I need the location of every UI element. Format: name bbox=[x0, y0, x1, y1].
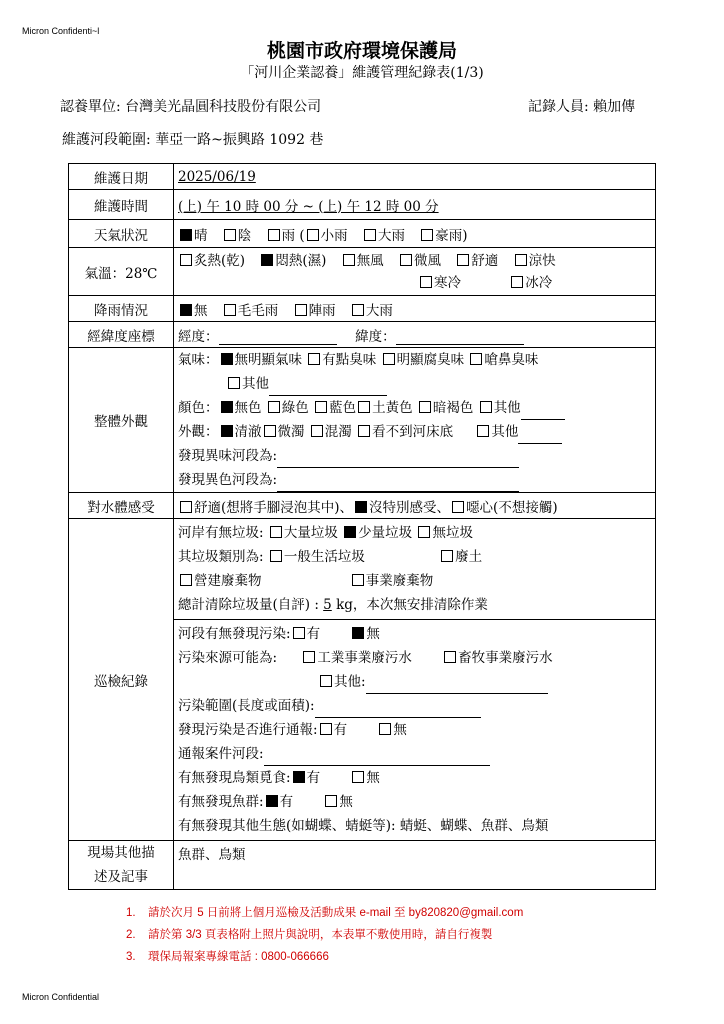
checkbox-fish-yes[interactable] bbox=[266, 795, 278, 807]
checkbox-feeling-neutral[interactable] bbox=[355, 501, 367, 513]
weather-light-rain-label: 小雨 bbox=[320, 227, 348, 244]
odor5-label: 其他 bbox=[242, 376, 269, 392]
checkbox-temp-cold[interactable] bbox=[420, 276, 432, 288]
look-other-field[interactable] bbox=[518, 427, 562, 444]
color5-label: 暗褐色 bbox=[432, 400, 474, 416]
garbage2-label: 少量垃圾 bbox=[358, 525, 413, 541]
temp-opt7-label: 寒冷 bbox=[434, 274, 461, 291]
source2-label: 畜牧事業廢污水 bbox=[458, 650, 553, 666]
checkbox-color-none[interactable] bbox=[221, 401, 233, 413]
look-label: 外觀： bbox=[178, 424, 219, 440]
feeling2-label: 沒特別感受、 bbox=[369, 499, 451, 516]
temp-opt6-label: 涼快 bbox=[528, 252, 556, 269]
amount-label: 總計清除垃圾量(自評) : bbox=[178, 597, 319, 613]
coords-label: 經緯度座標 bbox=[69, 322, 174, 348]
odor-section-field[interactable] bbox=[277, 451, 519, 468]
checkbox-feeling-comfortable[interactable] bbox=[180, 501, 192, 513]
garbage-question: 河岸有無垃圾: bbox=[178, 525, 264, 541]
checkbox-temp-cool[interactable] bbox=[515, 254, 527, 266]
checkbox-light-rain[interactable] bbox=[307, 229, 319, 241]
checkbox-drizzle[interactable] bbox=[224, 304, 236, 316]
page-title: 桃園市政府環境保護局 bbox=[266, 40, 457, 62]
odor-label: 氣味： bbox=[178, 352, 219, 368]
weather-options bbox=[174, 220, 656, 248]
checkbox-report-yes[interactable] bbox=[320, 723, 332, 735]
odor-other-field[interactable] bbox=[269, 379, 387, 396]
checkbox-garbage-little[interactable] bbox=[344, 526, 356, 538]
checkbox-sunny[interactable] bbox=[180, 229, 192, 241]
weather-storm-label: 豪雨) bbox=[435, 227, 468, 244]
temp-opt1-label: 炙熱(乾) bbox=[194, 252, 246, 269]
note-text: 環保局報案專線電話 : 0800-066666 bbox=[148, 951, 329, 963]
rain-shower-label: 陣雨 bbox=[308, 302, 336, 319]
checkbox-look-other[interactable] bbox=[477, 425, 489, 437]
temp-opt2-label: 悶熱(濕) bbox=[275, 252, 327, 269]
record-table bbox=[68, 163, 656, 890]
adopter-info bbox=[60, 96, 321, 116]
checkbox-temp-humid[interactable] bbox=[261, 254, 273, 266]
checkbox-odor-slight[interactable] bbox=[308, 353, 320, 365]
amount-suffix: kg，本次無安排清除作業 bbox=[336, 597, 488, 613]
checkbox-color-other[interactable] bbox=[480, 401, 492, 413]
checkbox-odor-pungent[interactable] bbox=[470, 353, 482, 365]
checkbox-rain-none[interactable] bbox=[180, 304, 192, 316]
source-other-field[interactable] bbox=[366, 677, 548, 694]
rainfall-label: 降雨情況 bbox=[69, 296, 174, 322]
weather-label: 天氣狀況 bbox=[69, 220, 174, 248]
longitude-field[interactable] bbox=[219, 328, 337, 345]
adopter-label: 認養單位: bbox=[60, 99, 121, 115]
scope-field[interactable] bbox=[315, 701, 481, 718]
note-text: 請於次月 5 日前將上個月巡檢及活動成果 e-mail 至 by820820@gmail.com bbox=[148, 907, 524, 919]
note-item bbox=[126, 946, 523, 968]
odor4-label: 嗆鼻臭味 bbox=[484, 352, 539, 368]
feeling-label: 對水體感受 bbox=[69, 493, 174, 519]
checkbox-look-slight[interactable] bbox=[264, 425, 276, 437]
type2-label: 廢土 bbox=[455, 549, 483, 565]
rain-heavy-label: 大雨 bbox=[365, 302, 393, 319]
checkbox-storm[interactable] bbox=[421, 229, 433, 241]
checkbox-temp-breeze[interactable] bbox=[400, 254, 412, 266]
checkbox-fish-no[interactable] bbox=[325, 795, 337, 807]
remarks-value: 魚群、鳥類 bbox=[174, 841, 656, 890]
look3-label: 混濁 bbox=[324, 424, 352, 440]
remarks-label: 現場其他描述及記事 bbox=[69, 841, 174, 890]
bird-question: 有無發現鳥類覓食: bbox=[178, 770, 291, 786]
color-label: 顏色： bbox=[178, 400, 219, 416]
river-range bbox=[62, 129, 323, 149]
report-no-label: 無 bbox=[393, 722, 407, 738]
checkbox-type-soil[interactable] bbox=[441, 550, 453, 562]
checkbox-temp-comfortable[interactable] bbox=[457, 254, 469, 266]
checkbox-look-clear[interactable] bbox=[221, 425, 233, 437]
note-item bbox=[126, 902, 523, 924]
garbage-type-question: 其垃圾類別為: bbox=[178, 549, 264, 565]
odor1-label: 無明顯氣味 bbox=[234, 352, 302, 368]
source1-label: 工業事業廢污水 bbox=[317, 650, 412, 666]
type4-label: 事業廢棄物 bbox=[365, 573, 434, 589]
odor3-label: 明顯腐臭味 bbox=[396, 352, 465, 368]
confidential-footer: Micron Confidential bbox=[22, 992, 100, 1002]
checkbox-shower[interactable] bbox=[295, 304, 307, 316]
rainfall-options bbox=[174, 296, 656, 322]
checkbox-odor-none[interactable] bbox=[221, 353, 233, 365]
eco-value: 蜻蜓、蝴蝶、魚群、鳥類 bbox=[399, 818, 549, 834]
patrol-content bbox=[174, 519, 656, 841]
note-item bbox=[126, 924, 523, 946]
checkbox-source-industrial[interactable] bbox=[303, 651, 315, 663]
color1-label: 無色 bbox=[234, 400, 262, 416]
amount-value: 5 bbox=[323, 597, 332, 613]
latitude-label: 緯度： bbox=[355, 328, 396, 345]
checkbox-color-blue[interactable] bbox=[315, 401, 327, 413]
note-number: 2. bbox=[126, 929, 136, 941]
checkbox-pollution-yes[interactable] bbox=[293, 627, 305, 639]
report-yes-label: 有 bbox=[333, 722, 348, 738]
appearance-label: 整體外觀 bbox=[69, 348, 174, 493]
temp-opt4-label: 微風 bbox=[413, 252, 441, 269]
checkbox-color-green[interactable] bbox=[268, 401, 280, 413]
odor-section-label: 發現異味河段為: bbox=[178, 448, 278, 464]
checkbox-heavy[interactable] bbox=[352, 304, 364, 316]
checkbox-look-turbid[interactable] bbox=[311, 425, 323, 437]
date-value: 2025/06/19 bbox=[178, 168, 256, 185]
checkbox-type-household[interactable] bbox=[270, 550, 282, 562]
color6-label: 其他 bbox=[493, 400, 521, 416]
color4-label: 土黃色 bbox=[372, 400, 413, 416]
fish-yes-label: 有 bbox=[279, 794, 294, 810]
checkbox-odor-other[interactable] bbox=[228, 377, 240, 389]
checkbox-bird-yes[interactable] bbox=[293, 771, 305, 783]
note-text: 請於第 3/3 頁表格附上照片與說明，本表單不敷使用時，請自行複製 bbox=[148, 929, 493, 941]
report-section-label: 通報案件河段: bbox=[178, 746, 264, 762]
checkbox-temp-freezing[interactable] bbox=[511, 276, 523, 288]
checkbox-temp-no-wind[interactable] bbox=[343, 254, 355, 266]
weather-paren: ( bbox=[299, 227, 305, 244]
fish-no-label: 無 bbox=[339, 794, 353, 810]
type3-label: 營建廢棄物 bbox=[194, 573, 262, 589]
latitude-field[interactable] bbox=[396, 328, 524, 345]
checkbox-feeling-disgust[interactable] bbox=[452, 501, 464, 513]
longitude-label: 經度： bbox=[178, 328, 219, 345]
color-section-field[interactable] bbox=[277, 475, 519, 492]
checkbox-source-livestock[interactable] bbox=[444, 651, 456, 663]
range-label: 維護河段範圍: bbox=[62, 132, 151, 148]
type1-label: 一般生活垃圾 bbox=[283, 549, 365, 565]
coords-fields bbox=[174, 322, 656, 348]
temperature-options bbox=[174, 248, 656, 296]
bird-yes-label: 有 bbox=[306, 770, 321, 786]
look2-label: 微濁 bbox=[277, 424, 305, 440]
checkbox-type-construction[interactable] bbox=[180, 574, 192, 586]
source3-label: 其他: bbox=[334, 674, 366, 690]
scope-question: 污染範圍(長度或面積): bbox=[178, 698, 315, 714]
checkbox-look-no-bed[interactable] bbox=[358, 425, 370, 437]
feeling1-label: 舒適(想將手腳浸泡其中)、 bbox=[194, 499, 354, 516]
color-other-field[interactable] bbox=[521, 403, 565, 420]
garbage3-label: 無垃圾 bbox=[432, 525, 473, 541]
time-label: 維護時間 bbox=[69, 190, 174, 220]
checkbox-type-business[interactable] bbox=[352, 574, 364, 586]
checkbox-temp-hot-dry[interactable] bbox=[180, 254, 192, 266]
patrol-label: 巡檢紀錄 bbox=[69, 519, 174, 841]
date-label: 維護日期 bbox=[69, 164, 174, 190]
look1-label: 清澈 bbox=[234, 424, 262, 440]
feeling-options bbox=[174, 493, 656, 519]
checkbox-color-brown[interactable] bbox=[419, 401, 431, 413]
temp-opt3-label: 無風 bbox=[356, 252, 384, 269]
report-question: 發現污染是否進行通報: bbox=[178, 722, 318, 738]
color2-label: 綠色 bbox=[281, 400, 309, 416]
pollution-yes-label: 有 bbox=[306, 626, 321, 642]
recorder-value: 賴加傳 bbox=[593, 99, 636, 115]
odor2-label: 有點臭味 bbox=[322, 352, 377, 368]
look4-label: 看不到河床底 bbox=[372, 424, 454, 440]
source-question: 污染來源可能為: bbox=[178, 650, 278, 666]
appearance-options bbox=[174, 348, 656, 493]
garbage1-label: 大量垃圾 bbox=[283, 525, 338, 541]
range-value: 華亞一路~振興路 1092 巷 bbox=[155, 132, 324, 148]
report-section-field[interactable] bbox=[264, 749, 490, 766]
checkbox-report-no[interactable] bbox=[379, 723, 391, 735]
color3-label: 藍色 bbox=[329, 400, 357, 416]
look5-label: 其他 bbox=[491, 424, 519, 440]
checkbox-bird-no[interactable] bbox=[352, 771, 364, 783]
checkbox-rain[interactable] bbox=[268, 229, 280, 241]
weather-cloudy-label: 陰 bbox=[237, 227, 252, 244]
feeling3-label: 噁心(不想接觸) bbox=[466, 499, 558, 516]
checkbox-pollution-no[interactable] bbox=[352, 627, 364, 639]
temp-opt5-label: 舒適 bbox=[471, 252, 499, 269]
temperature-label: 氣溫：28℃ bbox=[69, 248, 174, 296]
checkbox-color-yellow[interactable] bbox=[358, 401, 370, 413]
confidential-header: Micron Confidenti~l bbox=[22, 26, 100, 36]
color-section-label: 發現異色河段為: bbox=[178, 472, 278, 488]
checkbox-cloudy[interactable] bbox=[224, 229, 236, 241]
note-number: 1. bbox=[126, 907, 136, 919]
weather-rain-label: 雨 bbox=[281, 227, 296, 244]
bird-no-label: 無 bbox=[366, 770, 380, 786]
recorder-info bbox=[528, 96, 635, 116]
eco-question: 有無發現其他生態(如蝴蝶、蜻蜓等): bbox=[178, 818, 396, 834]
time-value: (上) 午 10 時 00 分 ~ (上) 午 12 時 00 分 bbox=[178, 198, 439, 215]
note-number: 3. bbox=[126, 951, 136, 963]
weather-sunny-label: 晴 bbox=[194, 227, 208, 244]
checkbox-heavy-rain[interactable] bbox=[364, 229, 376, 241]
rain-drizzle-label: 毛毛雨 bbox=[237, 302, 279, 319]
checkbox-odor-rotten[interactable] bbox=[383, 353, 395, 365]
checkbox-source-other[interactable] bbox=[320, 675, 332, 687]
page-subtitle: 「河川企業認養」維護管理紀錄表(1/3) bbox=[240, 65, 484, 81]
weather-heavy-rain-label: 大雨 bbox=[377, 227, 405, 244]
temp-opt8-label: 冰冷 bbox=[525, 274, 553, 291]
adopter-value: 台灣美光晶圓科技股份有限公司 bbox=[125, 99, 322, 115]
pollution-question: 河段有無發現污染: bbox=[178, 626, 291, 642]
checkbox-garbage-none[interactable] bbox=[418, 526, 430, 538]
checkbox-garbage-much[interactable] bbox=[270, 526, 282, 538]
recorder-label: 記錄人員: bbox=[528, 99, 589, 115]
pollution-no-label: 無 bbox=[366, 626, 380, 642]
rain-none-label: 無 bbox=[194, 302, 208, 319]
notes-list bbox=[126, 902, 523, 968]
fish-question: 有無發現魚群: bbox=[178, 794, 264, 810]
